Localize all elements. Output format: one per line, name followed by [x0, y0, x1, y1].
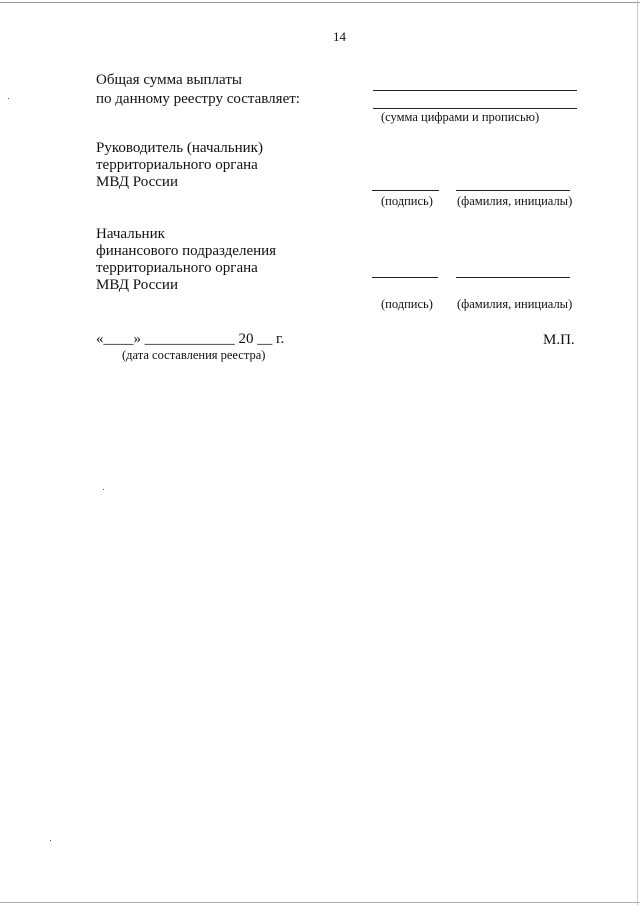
finance-head-title-line1: Начальник	[96, 226, 165, 242]
date-caption: (дата составления реестра)	[122, 348, 266, 362]
head-signature-line[interactable]	[372, 190, 439, 191]
head-name-caption: (фамилия, инициалы)	[457, 194, 573, 208]
page-number: 14	[333, 29, 346, 44]
head-title-line3: МВД России	[96, 174, 178, 190]
head-name-line[interactable]	[456, 190, 570, 191]
total-label-line1: Общая сумма выплаты	[96, 72, 242, 88]
stamp-place-label: М.П.	[543, 332, 575, 348]
finance-head-name-caption: (фамилия, инициалы)	[457, 297, 573, 311]
finance-head-signature-caption: (подпись)	[381, 297, 433, 311]
head-title-line1: Руководитель (начальник)	[96, 140, 263, 156]
finance-head-title-line4: МВД России	[96, 277, 178, 293]
page-border-top	[0, 2, 640, 3]
page-border-right	[637, 0, 638, 905]
total-amount-caption: (сумма цифрами и прописью)	[381, 110, 540, 124]
page-border-bottom	[0, 902, 640, 903]
finance-head-title-line3: территориального органа	[96, 260, 258, 276]
scan-speck	[103, 489, 104, 490]
date-field[interactable]: «____» ____________ 20 __ г.	[96, 331, 285, 347]
scan-speck	[50, 840, 51, 841]
total-amount-line-2[interactable]	[373, 108, 577, 109]
scan-speck	[8, 98, 9, 99]
finance-head-title-line2: финансового подразделения	[96, 243, 277, 259]
head-signature-caption: (подпись)	[381, 194, 433, 208]
finance-head-signature-line[interactable]	[372, 277, 438, 278]
total-amount-line-1[interactable]	[373, 90, 577, 91]
finance-head-name-line[interactable]	[456, 277, 570, 278]
head-title-line2: территориального органа	[96, 157, 258, 173]
total-label-line2: по данному реестру составляет:	[96, 91, 300, 107]
